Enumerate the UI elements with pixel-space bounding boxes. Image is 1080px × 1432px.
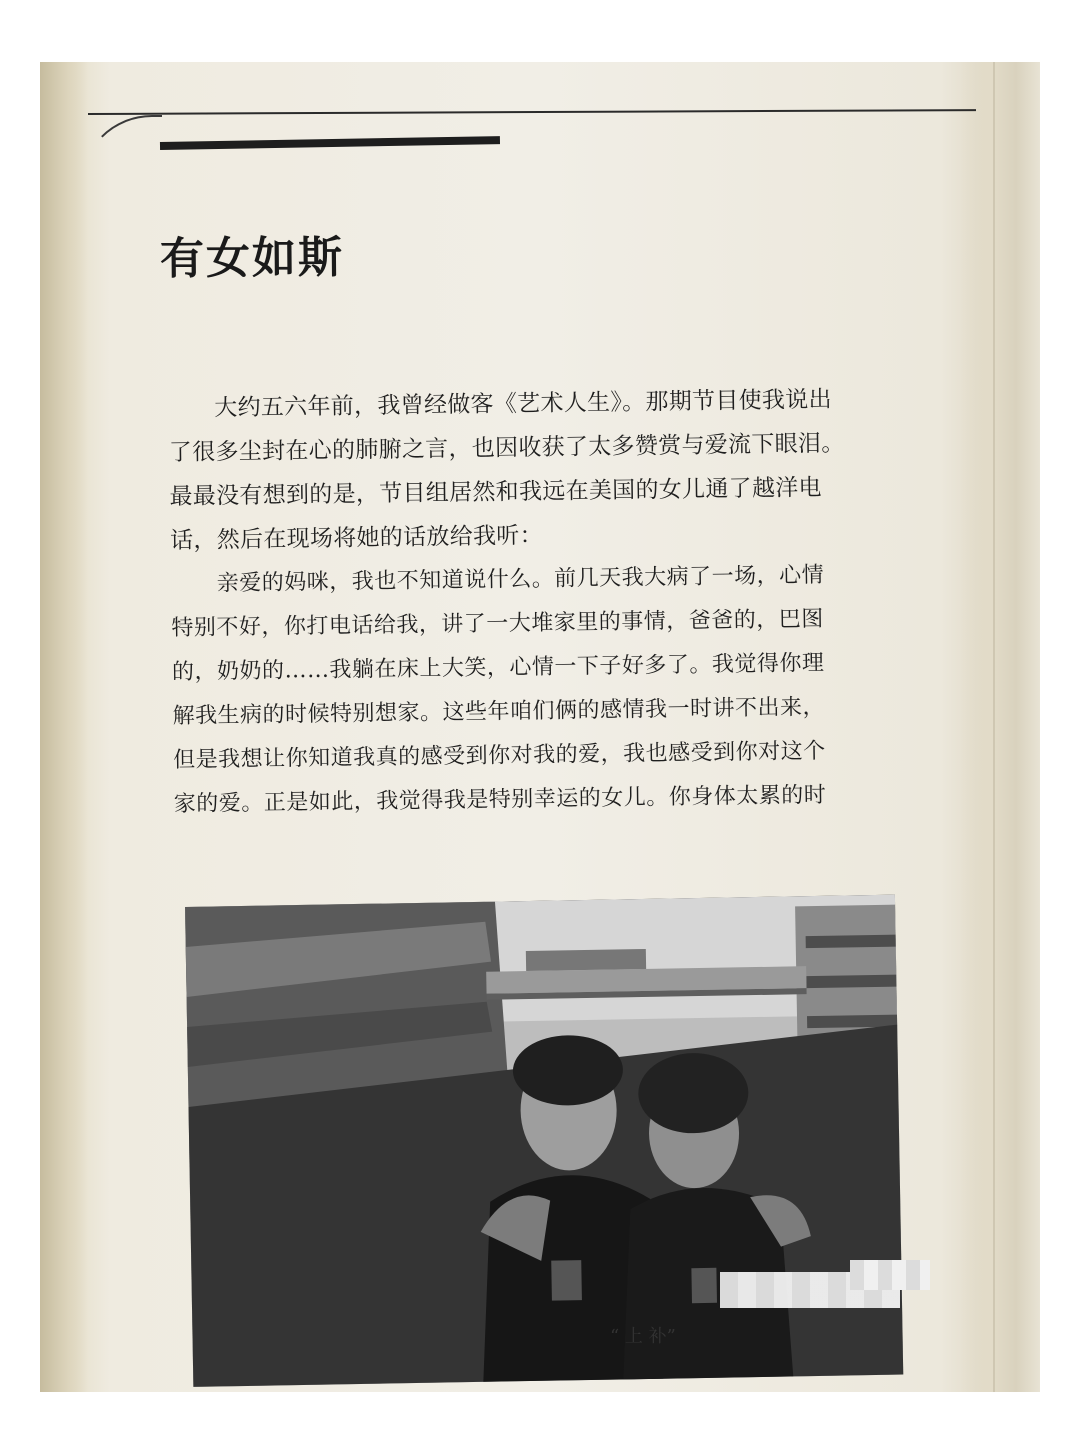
letter-line: 但是我想让你知道我真的感受到你对我的爱，我也感受到你对这个 [173,738,826,773]
letter-line: 家的爱。正是如此，我觉得我是特别幸运的女儿。你身体太累的时 [173,782,827,817]
watermark-mosaic [850,1260,930,1290]
header-rule-thick [160,136,500,150]
letter-line: 特别不好，你打电话给我，讲了一大堆家里的事情，爸爸的，巴图 [171,606,824,641]
letter-line: 的，奶奶的……我躺在床上大笑，心情一下子好多了。我觉得你理 [171,650,825,685]
page-binding-shadow [40,62,88,1392]
book-page-photo [40,62,1040,1392]
chapter-title: 有女如斯 [159,232,345,285]
body-text [168,377,894,827]
photograph-scene [185,895,903,1387]
printed-photograph [185,895,903,1387]
caption-fragment: “ 上 补” [610,1326,676,1347]
paragraph-line: 最最没有想到的是，节目组居然和我远在美国的女儿通了越洋电 [169,474,823,510]
header-rule-curve [80,115,162,187]
page-edge-line [993,62,995,1392]
paragraph-line: 了很多尘封在心的肺腑之言，也因收获了太多赞赏与爱流下眼泪。 [168,430,845,466]
paragraph-line: 大约五六年前，我曾经做客《艺术人生》。那期节目使我说出 [214,386,833,422]
paragraph-line: 话，然后在现场将她的话放给我听： [169,522,544,554]
letter-line: 解我生病的时候特别想家。这些年咱们俩的感情我一时讲不出来， [172,694,826,729]
page-edge-stack [960,62,1040,1392]
letter-line: 亲爱的妈咪，我也不知道说什么。前几天我大病了一场，心情 [216,562,825,597]
header-rule-thin [88,109,976,115]
